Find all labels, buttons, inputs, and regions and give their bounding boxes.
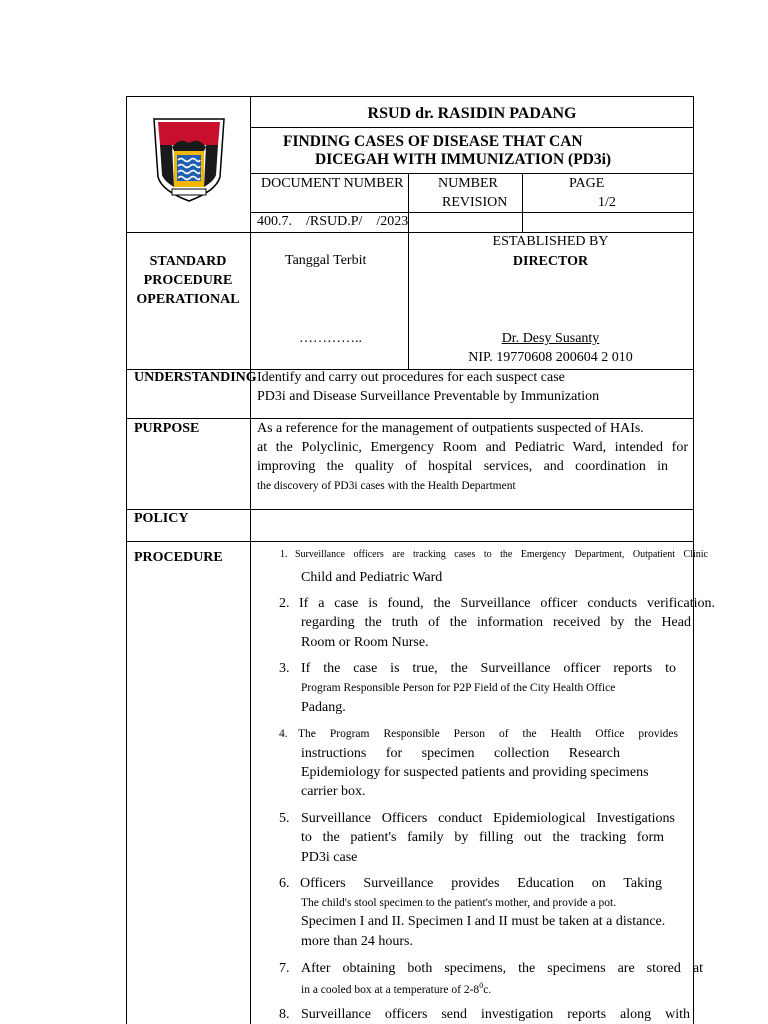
sop-label-line1: STANDARD: [149, 254, 227, 269]
column-divider: [250, 96, 251, 1024]
issue-date-label: Tanggal Terbit: [285, 253, 367, 268]
rule: [250, 173, 694, 174]
director-title: DIRECTOR: [512, 254, 589, 269]
step-6-line3: Specimen I and II. Specimen I and II must be taken at a distance.: [301, 914, 666, 929]
step-7-line2-unit: c.: [483, 984, 492, 996]
doc-number-value: 400.7. /RSUD.P/ /2023: [257, 214, 409, 229]
issue-date-dots: …………..: [299, 331, 362, 346]
number-label: NUMBER: [438, 176, 498, 191]
step-6-line2: The child's stool specimen to the patient's mother, and provide a pot.: [301, 897, 617, 909]
hospital-logo: [150, 115, 228, 205]
step-5-line2: to the patient's family by filling out the tracking form: [301, 830, 664, 845]
step-4-line3: Epidemiology for suspected patients and providing specimens: [301, 765, 649, 780]
policy-label: POLICY: [134, 511, 189, 526]
step-5-line1: Surveillance Officers conduct Epidemiological Investigations: [301, 811, 675, 826]
cell-divider: [522, 173, 523, 232]
step-7-line1: After obtaining both specimens, the specimens are stored at: [301, 961, 703, 976]
step-number: 2.: [279, 596, 290, 611]
step-3-line2: Program Responsible Person for P2P Field of the City Health Office: [301, 682, 616, 694]
step-number: 4.: [279, 728, 288, 740]
step-number: 3.: [279, 661, 290, 676]
hospital-name: RSUD dr. RASIDIN PADANG: [367, 105, 577, 122]
step-number: 6.: [279, 876, 290, 891]
step-4-line4: carrier box.: [301, 784, 366, 799]
step-2-line1: If a case is found, the Surveillance officer conducts verification.: [299, 596, 715, 611]
sop-label-line3: OPERATIONAL: [136, 292, 240, 307]
purpose-line4: the discovery of PD3i cases with the Health Department: [257, 480, 516, 492]
step-7-line2-text: in a cooled box at a temperature of 2-8: [301, 984, 480, 996]
rule: [126, 541, 694, 542]
logo-top-band: [158, 122, 220, 145]
procedure-label: PROCEDURE: [134, 550, 223, 565]
step-4-line2: instructions for specimen collection Research: [301, 746, 620, 761]
director-name: Dr. Desy Susanty: [501, 331, 600, 346]
understanding-line2: PD3i and Disease Surveillance Preventable by Immunization: [257, 389, 600, 404]
step-7-line2: [301, 981, 491, 999]
step-4-line1: The Program Responsible Person of the Health Office provides: [298, 728, 678, 740]
document-title-line2: DICEGAH WITH IMMUNIZATION (PD3i): [315, 151, 612, 168]
purpose-line1: As a reference for the management of outpatients suspected of HAIs.: [257, 421, 644, 436]
step-1-line1: Surveillance officers are tracking cases to the Emergency Department, Outpatient Clinic: [295, 549, 708, 560]
degree-superscript: 0: [479, 981, 484, 990]
step-number: 7.: [279, 961, 290, 976]
document-title-line1: FINDING CASES OF DISEASE THAT CAN: [283, 133, 583, 150]
step-2-line2: regarding the truth of the information received by the Head: [301, 615, 691, 630]
step-number: 1.: [280, 549, 288, 560]
step-5-line3: PD3i case: [301, 850, 358, 865]
director-nip: NIP. 19770608 200604 2 010: [468, 350, 633, 365]
step-1-line2: Child and Pediatric Ward: [301, 570, 443, 585]
rule: [126, 418, 694, 419]
step-3-line3: Padang.: [301, 700, 346, 715]
purpose-line3: improving the quality of hospital services, and coordination in: [257, 459, 668, 474]
revision-label: REVISION: [442, 195, 508, 210]
rule: [250, 127, 694, 128]
page-value: 1/2: [598, 195, 616, 210]
step-6-line4: more than 24 hours.: [301, 934, 413, 949]
understanding-label: UNDERSTANDING: [134, 370, 257, 385]
step-3-line1: If the case is true, the Surveillance officer reports to: [301, 661, 676, 676]
sop-label-line2: PROCEDURE: [143, 273, 233, 288]
established-by: ESTABLISHED BY: [492, 234, 609, 249]
understanding-line1: Identify and carry out procedures for each suspect case: [257, 370, 565, 385]
doc-number-label: DOCUMENT NUMBER: [261, 176, 404, 191]
rule: [126, 509, 694, 510]
step-number: 5.: [279, 811, 290, 826]
logo-ribbon: [172, 189, 206, 195]
page-label: PAGE: [569, 176, 605, 191]
step-2-line3: Room or Room Nurse.: [301, 635, 429, 650]
step-6-line1: Officers Surveillance provides Education on Taking: [300, 876, 662, 891]
step-8-line1: Surveillance officers send investigation reports along with: [301, 1007, 690, 1022]
border-top: [126, 96, 694, 97]
border-left: [126, 96, 127, 1024]
step-number: 8.: [279, 1007, 290, 1022]
purpose-line2: at the Polyclinic, Emergency Room and Pediatric Ward, intended for: [257, 440, 688, 455]
purpose-label: PURPOSE: [134, 421, 200, 436]
